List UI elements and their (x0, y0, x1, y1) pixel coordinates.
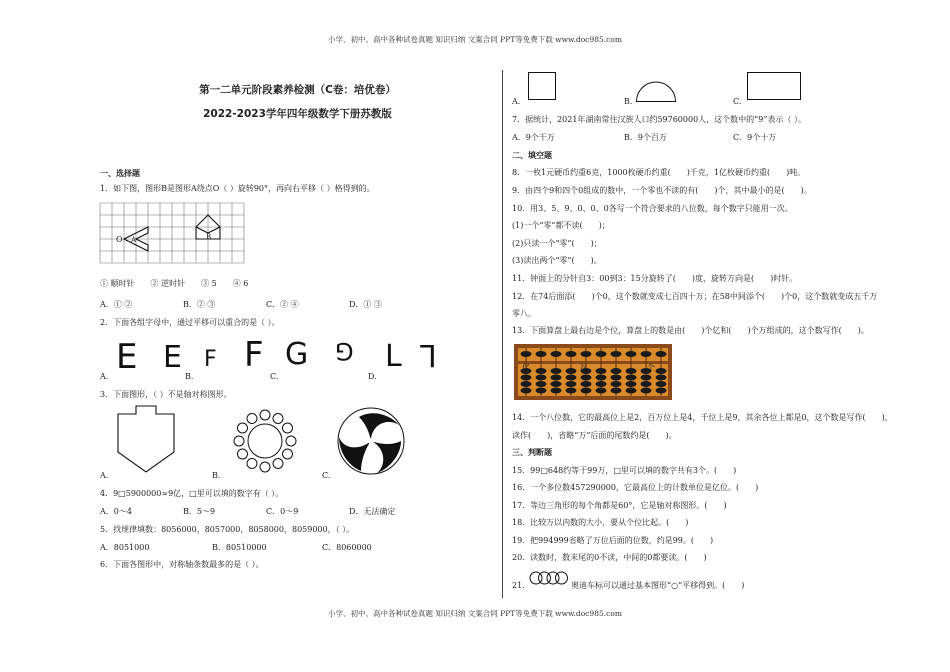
q6-option-a[interactable]: A. (512, 97, 521, 106)
audi-rings-icon (529, 571, 569, 585)
question-1-hints: ① 顺时针 ② 逆时针 ③ 5 ④ 6 (100, 279, 249, 288)
abacus-lower-bead (566, 375, 577, 381)
q4-option-a[interactable]: A．0～4 (100, 507, 132, 516)
abacus-lower-bead (536, 375, 547, 381)
abacus-lower-bead (521, 375, 532, 381)
abacus-lower-bead (626, 381, 637, 387)
abacus-lower-bead (596, 388, 607, 394)
q6-option-c[interactable]: C. (733, 97, 742, 106)
section-judge-title: 三、判断题 (512, 448, 552, 457)
shape-b-label: B (206, 233, 212, 241)
abacus-upper-bead (551, 351, 562, 357)
point-o-label: O (116, 235, 123, 244)
q7-option-c[interactable]: C．9个十万 (733, 133, 777, 142)
exam-subtitle: 2022-2023学年四年级数学下册苏教版 (203, 108, 392, 120)
abacus-upper-bead (521, 351, 532, 357)
shape-a-label: A (131, 236, 137, 244)
abacus-lower-bead (611, 381, 622, 387)
abacus-lower-bead (536, 368, 547, 374)
question-11: 11．钟面上的分针自3：00到3：15分旋转了( )度，旋转方向是( )时针。 (512, 274, 798, 283)
abacus-lower-bead (626, 388, 637, 394)
q6-option-b[interactable]: B. (624, 97, 633, 106)
question-5: 5．找规律填数：8056000，8057000，8058000，8059000，（ ）。 (100, 525, 355, 534)
q2-option-d[interactable]: D. (368, 372, 377, 381)
question-2: 2．下面各组字母中，通过平移可以重合的是（ ）。 (100, 318, 280, 327)
question-10-3: (3)读出两个“零”( )。 (512, 256, 602, 265)
abacus-lower-bead (656, 368, 667, 374)
abacus-lower-bead (596, 381, 607, 387)
abacus-lower-bead (551, 388, 562, 394)
q2-option-a[interactable]: A. (100, 372, 109, 381)
section-choice-title: 一、选择题 (100, 169, 140, 178)
q2-letter-b2: F (244, 335, 264, 375)
q3-option-c[interactable]: C. (322, 471, 331, 480)
q2-letter-c2: G (335, 337, 354, 365)
abacus-lower-bead (641, 388, 652, 394)
page-header: 小学、初中、高中各种试卷真题 知识归纳 文案合同 PPT等免费下载 www.doc985.com (328, 35, 622, 44)
q2-letter-d1: L (385, 339, 402, 374)
abacus-lower-bead (656, 381, 667, 387)
q4-option-b[interactable]: B．5～9 (183, 507, 216, 516)
q1-option-a[interactable]: A．① ② (100, 300, 133, 309)
abacus-lower-bead (581, 388, 592, 394)
q2-letter-b1: F (204, 347, 217, 372)
q1-option-b[interactable]: B．② ③ (183, 300, 216, 309)
abacus-upper-bead (641, 351, 652, 357)
question-8: 8．一枚1元硬币约重6克，1000枚硬币约重( )千克，1亿枚硬币约重( )吨。 (512, 168, 806, 177)
q2-letter-a2: E (163, 340, 182, 375)
abacus-upper-bead (536, 351, 547, 357)
abacus-lower-bead (581, 375, 592, 381)
abacus-lower-bead (536, 381, 547, 387)
abacus-lower-bead (656, 375, 667, 381)
q3-option-a[interactable]: A. (100, 471, 109, 480)
swirl-circle-figure (337, 407, 405, 475)
q2-letter-a1: E (116, 337, 138, 377)
q5-option-c[interactable]: C．8060000 (322, 543, 372, 552)
abacus-lower-bead (566, 381, 577, 387)
q3-option-b[interactable]: B. (212, 471, 221, 480)
question-19: 19．把994999省略了万位后面的位数，约是99。( ) (512, 536, 714, 545)
abacus-lower-bead (626, 375, 637, 381)
q6-square-figure (528, 72, 556, 100)
abacus-upper-bead (596, 351, 607, 357)
abacus-lower-bead (611, 375, 622, 381)
abacus-lower-bead (611, 368, 622, 374)
question-12: 12．在74后面添( )个0，这个数就变成七百四十万；在58中间添个( )个0，这个数就变成五千万 (512, 292, 878, 301)
question-3: 3．下面图形，（ ）不是轴对称图形。 (100, 390, 232, 399)
question-10: 10．用3、5、9、0、0、0各写一个符合要求的八位数，每个数字只能用一次。 (512, 204, 793, 213)
question-10-2: (2)只读一个“零”( )； (512, 239, 602, 248)
question-16: 16．一个多位数457290000，它最高位上的计数单位是亿位。( ) (512, 483, 759, 492)
abacus-upper-bead (566, 351, 577, 357)
question-1: 1．如下图，图形B是图形A绕点O（ ）旋转90°，再向右平移（ ）格得到的。 (100, 184, 375, 193)
section-fill-title: 二、填空题 (512, 151, 552, 160)
abacus-label-wan: 万 (579, 363, 587, 372)
abacus-lower-bead (521, 381, 532, 387)
abacus-lower-bead (641, 381, 652, 387)
question-17: 17．等边三角形的每个角都是60°，它是轴对称图形。( ) (512, 501, 727, 510)
abacus-lower-bead (641, 375, 652, 381)
q6-semicircle-figure (636, 82, 676, 102)
q2-letter-d2: L (420, 337, 437, 372)
abacus-upper-bead (581, 351, 592, 357)
q1-option-c[interactable]: C．② ④ (266, 300, 299, 309)
question-9: 9．由四个9和四个0组成的数中，一个零也不读的有( )个，其中最小的是( )。 (512, 186, 812, 195)
abacus-lower-bead (626, 368, 637, 374)
abacus-lower-bead (581, 381, 592, 387)
abacus-upper-bead (656, 351, 667, 357)
question-21-number: 21． (512, 581, 531, 590)
q2-option-c[interactable]: C. (270, 372, 279, 381)
question-4: 4．9□5900000≈9亿，□里可以填的数字有（ ）。 (100, 489, 284, 498)
exam-title: 第一二单元阶段素养检测（C卷：培优卷） (199, 84, 396, 96)
question-14: 14．一个八位数，它的最高位上是2，百万位上是4，千位上是9，其余各位上都是0，这个数是写作( )， (512, 413, 893, 422)
q2-letter-c1: G (285, 337, 309, 372)
question-15: 15．99□648约等于99万，□里可以填的数字共有3个。( ) (512, 466, 737, 475)
question-20: 20．读数时，数末尾的0不读，中间的0都要读。( ) (512, 553, 707, 562)
abacus-lower-bead (551, 381, 562, 387)
question-12-cont: 零八。 (512, 309, 536, 318)
question-6: 6．下面各图形中，对称轴条数最多的是（ ）。 (100, 560, 264, 569)
abacus-lower-bead (551, 368, 562, 374)
abacus-lower-bead (521, 388, 532, 394)
question-13: 13．下面算盘上最右边是个位，算盘上的数是由( )个亿和( )个万组成的，这个数写作( )。 (512, 326, 869, 335)
q4-option-d[interactable]: D．无法确定 (349, 507, 396, 516)
column-divider (502, 70, 503, 598)
bead-ring-figure (234, 410, 296, 472)
abacus-lower-bead (536, 388, 547, 394)
abacus-label-ge: 个 (647, 363, 655, 372)
q7-option-a[interactable]: A．9个千万 (512, 133, 555, 142)
q2-option-b[interactable]: B. (185, 372, 194, 381)
question-7: 7．据统计，2021年湖南常住汉族人口约59760000人，这个数中的“9”表示（ ）。 (512, 115, 806, 124)
abacus-lower-bead (656, 388, 667, 394)
question-18: 18．比较万以内数的大小，要从个位比起。( ) (512, 518, 689, 527)
q6-rectangle-figure (747, 72, 801, 100)
q5-option-a[interactable]: A．8051000 (100, 543, 150, 552)
q7-option-b[interactable]: B．9个百万 (624, 133, 667, 142)
abacus-label-yi: 亿 (522, 363, 530, 372)
shield-arrow-figure (118, 406, 174, 472)
abacus-lower-bead (566, 388, 577, 394)
abacus-upper-bead (626, 351, 637, 357)
rotation-grid-figure (100, 203, 244, 263)
abacus-lower-bead (551, 375, 562, 381)
abacus-lower-bead (566, 368, 577, 374)
abacus-lower-bead (611, 388, 622, 394)
question-21: 奥迪车标可以通过基本图形“○”平移得到。( ) (571, 581, 745, 590)
q1-option-d[interactable]: D．① ③ (349, 300, 382, 309)
abacus-lower-bead (596, 368, 607, 374)
q4-option-c[interactable]: C．0～9 (266, 507, 299, 516)
abacus-lower-bead (596, 375, 607, 381)
q5-option-b[interactable]: B．80510000 (212, 543, 267, 552)
page-footer: 小学、初中、高中各种试卷真题 知识归纳 文案合同 PPT等免费下载 www.doc985.com (328, 609, 622, 618)
question-10-1: (1)一个“零”都不读( )； (512, 221, 610, 230)
question-14-cont: 读作( )，省略“万”后面的尾数约是( )。 (512, 431, 677, 440)
abacus-upper-bead (611, 351, 622, 357)
